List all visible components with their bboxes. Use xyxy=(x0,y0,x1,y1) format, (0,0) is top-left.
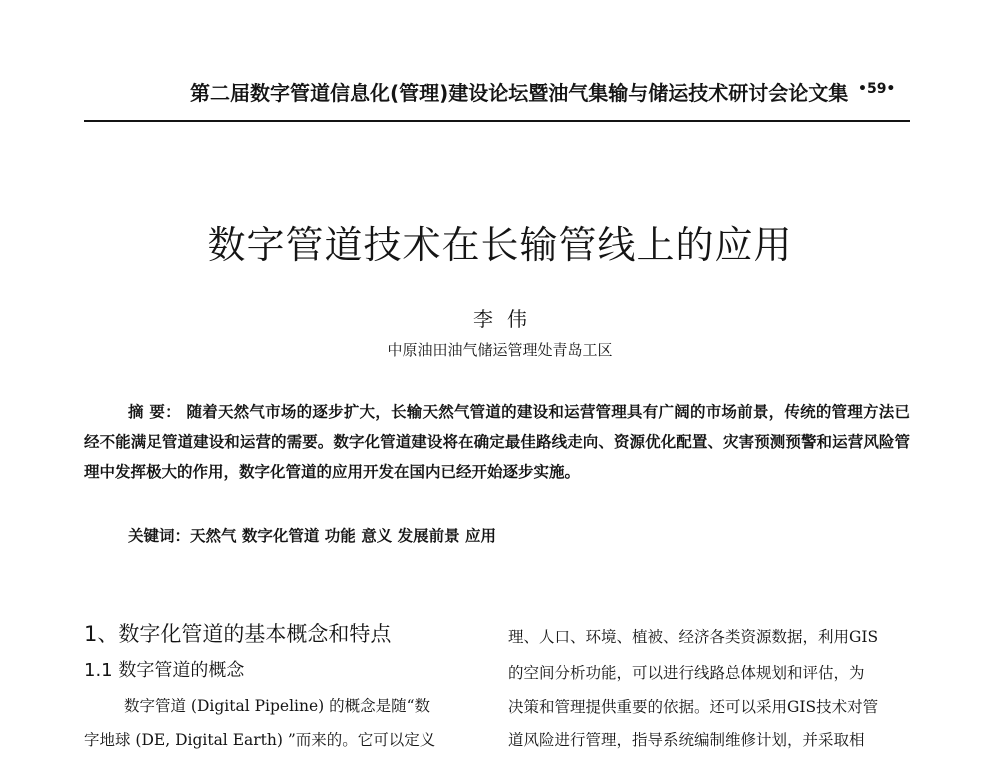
journal-title: 第二届数字管道信息化(管理)建设论坛暨油气集输与储运技术研讨会论文集 xyxy=(190,81,849,105)
paragraph-line: 理、人口、环境、植被、经济各类资源数据，利用GIS xyxy=(508,628,879,646)
keywords xyxy=(128,524,496,546)
paragraph-line: 道风险进行管理，指导系统编制维修计划，并采取相 xyxy=(508,731,865,749)
affiliation: 中原油田油气储运管理处青岛工区 xyxy=(387,341,613,359)
abstract-text: 随着天然气市场的逐步扩大，长输天然气管道的建设和运营管理具有广阔的市场前景，传统的管理方法已经不能满足管道建设和运营的需要。数字化管道建设将在确定最佳路线走向、资源优化配置、灾害预测预警和运营风险管理中发挥极大的作用，数字化管道的应用开发在国内已经开始逐步实施。 xyxy=(84,402,910,481)
running-header xyxy=(190,77,910,107)
header-rule xyxy=(84,120,910,122)
section-heading: 1、数字化管道的基本概念和特点 xyxy=(84,622,392,646)
paragraph-line: 的空间分析功能，可以进行线路总体规划和评估，为 xyxy=(508,664,865,682)
paragraph-line: 决策和管理提供重要的依据。还可以采用GIS技术对管 xyxy=(508,698,879,716)
keywords-label: 关键词： xyxy=(128,526,191,545)
subsection-heading: 1.1 数字管道的概念 xyxy=(84,660,245,681)
author: 李伟 xyxy=(473,307,541,331)
page-number: •59• xyxy=(858,81,896,97)
article-title: 数字管道技术在长输管线上的应用 xyxy=(207,223,793,267)
abstract xyxy=(84,397,910,487)
paragraph-line: 数字管道 (Digital Pipeline) 的概念是随“数 xyxy=(124,697,431,715)
keywords-list: 天然气 数字化管道 功能 意义 发展前景 应用 xyxy=(190,526,496,545)
paragraph-line: 字地球 (DE, Digital Earth) ”而来的。它可以定义 xyxy=(84,731,436,749)
abstract-label: 摘 要： xyxy=(128,402,181,421)
